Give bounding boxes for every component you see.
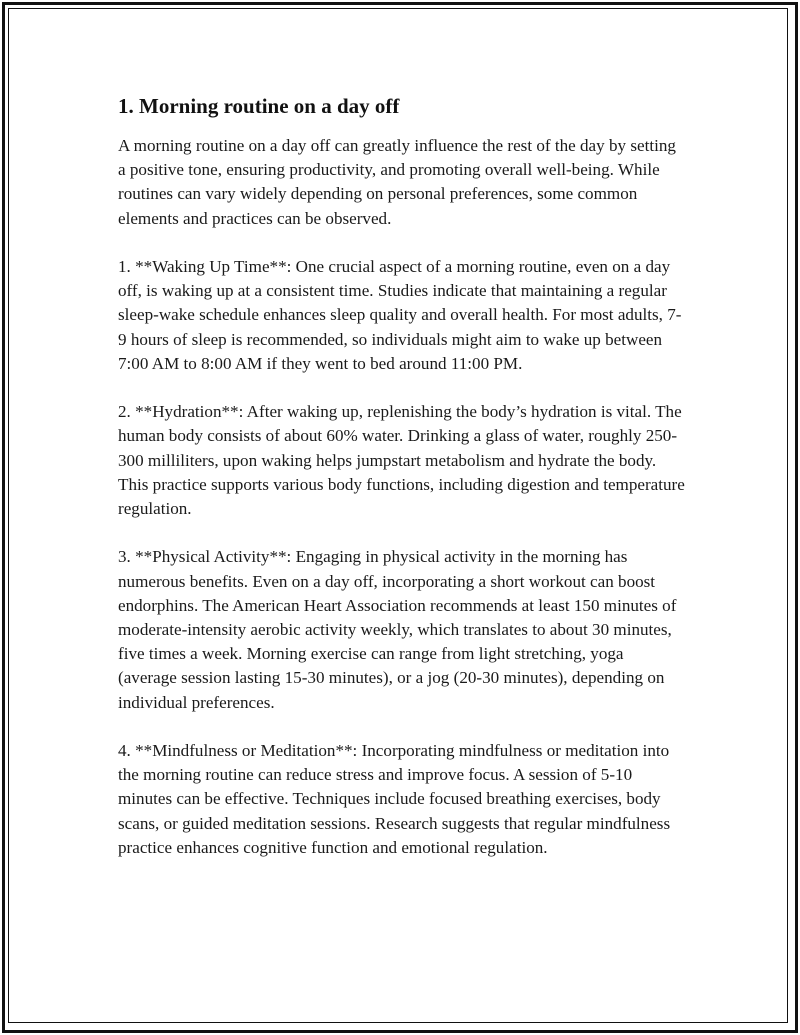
intro-paragraph: A morning routine on a day off can greatly influence the rest of the day by setting a positive tone, ensuring productivity, and promoting overall well-being. While routines can vary widely depending on personal preferences, some common elements and practices can be observed. <box>118 136 676 228</box>
document-heading: 1. Morning routine on a day off <box>118 94 400 118</box>
physical-activity-paragraph: 3. **Physical Activity**: Engaging in physical activity in the morning has numerous benefits. Even on a day off, incorporating a short workout can boost endorphins. The American Heart Association recommends at least 150 minutes of moderate-intensity aerobic activity weekly, which translates to about 30 minutes, five times a week. Morning exercise can range from light stretching, yoga (average session lasting 15-30 minutes), or a jog (20-30 minutes), depending on individual preferences. <box>118 547 677 712</box>
document-body <box>118 92 686 884</box>
hydration-paragraph: 2. **Hydration**: After waking up, replenishing the body’s hydration is vital. The human body consists of about 60% water. Drinking a glass of water, roughly 250-300 milliliters, upon waking helps jumpstart metabolism and hydrate the body. This practice supports various body functions, including digestion and temperature regulation. <box>118 402 685 519</box>
mindfulness-paragraph: 4. **Mindfulness or Meditation**: Incorporating mindfulness or meditation into the morning routine can reduce stress and improve focus. A session of 5-10 minutes can be effective. Techniques include focused breathing exercises, body scans, or guided meditation sessions. Research suggests that regular mindfulness practice enhances cognitive function and emotional regulation. <box>118 741 671 857</box>
waking-up-paragraph: 1. **Waking Up Time**: One crucial aspect of a morning routine, even on a day off, is waking up at a consistent time. Studies indicate that maintaining a regular sleep-wake schedule enhances sleep quality and overall health. For most adults, 7-9 hours of sleep is recommended, so individuals might aim to wake up between 7:00 AM to 8:00 AM if they went to bed around 11:00 PM. <box>118 257 682 373</box>
